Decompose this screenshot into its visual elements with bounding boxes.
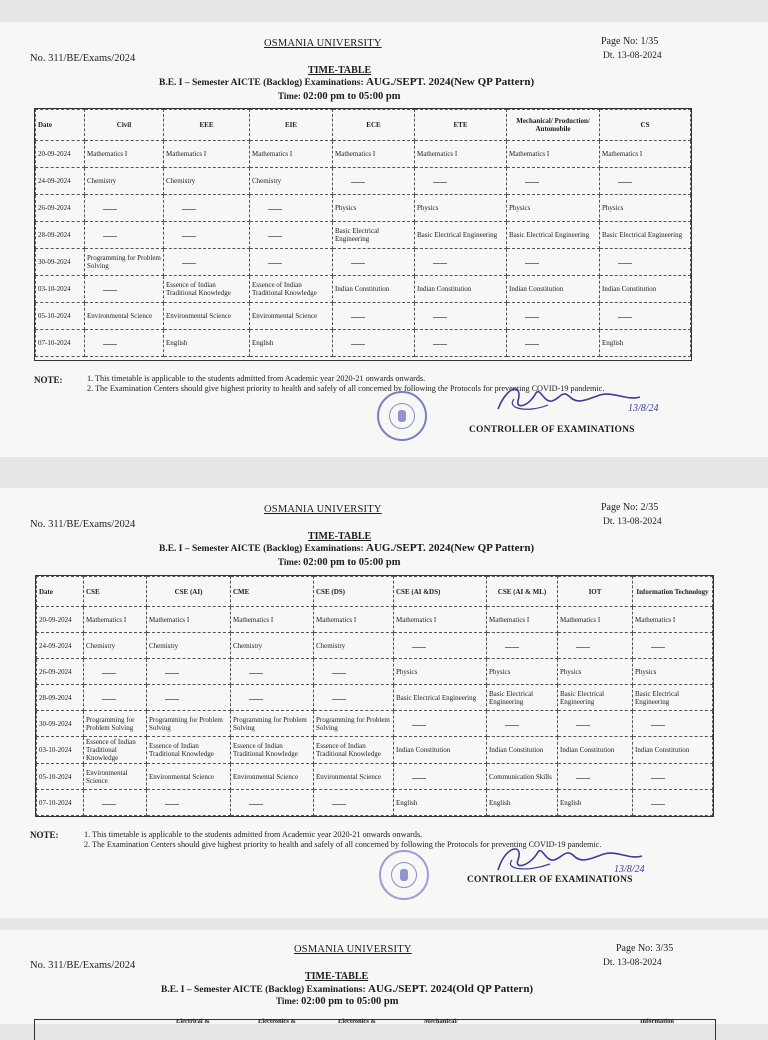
time-value: 02:00 pm to 05:00 pm: [301, 996, 399, 1007]
no-exam-dash: [525, 344, 539, 345]
subject-cell: Physics: [333, 195, 415, 222]
no-exam-dash: [525, 263, 539, 264]
subject-cell: [558, 633, 633, 659]
table-row: [36, 141, 691, 168]
no-exam-dash: [332, 673, 346, 674]
note-line-2: 2. The Examination Centers should give highest priority to health and safely of all concerned by following the Protocols for preventing COVID-19 pandemic.: [84, 840, 602, 849]
date-cell: 30-09-2024: [36, 249, 85, 276]
subject-cell: [415, 330, 507, 357]
subject-cell: Physics: [600, 195, 691, 222]
subject-cell: [85, 276, 164, 303]
no-exam-dash: [332, 699, 346, 700]
subject-cell: [633, 764, 713, 790]
subject-cell: [487, 711, 558, 737]
date-cell: 20-09-2024: [37, 607, 84, 633]
issue-date: Dt. 13-08-2024: [603, 958, 662, 968]
table-row: [37, 711, 713, 737]
no-exam-dash: [618, 182, 632, 183]
issue-date: Dt. 13-08-2024: [603, 517, 662, 527]
table-row: [36, 249, 691, 276]
subject-cell: Chemistry: [84, 633, 147, 659]
time-value: 02:00 pm to 05:00 pm: [303, 91, 401, 102]
date-cell: 26-09-2024: [37, 659, 84, 685]
subject-cell: Environmental Science: [84, 764, 147, 790]
subject-cell: [314, 685, 394, 711]
partial-header-3: Electronics &: [338, 1018, 376, 1025]
reference-number: No. 311/BE/Exams/2024: [30, 960, 136, 971]
subject-cell: [600, 168, 691, 195]
date-cell: 20-09-2024: [36, 141, 85, 168]
subject-cell: Environmental Science: [85, 303, 164, 330]
subject-cell: [600, 249, 691, 276]
controller-title: CONTROLLER OF EXAMINATIONS: [467, 875, 633, 885]
subject-cell: Mathematics I: [333, 141, 415, 168]
subject-cell: Physics: [507, 195, 600, 222]
time-label: Time:: [276, 996, 299, 1006]
no-exam-dash: [249, 673, 263, 674]
subject-cell: Mathematics I: [600, 141, 691, 168]
column-header: CSE (AI &DS): [394, 577, 487, 607]
subject-cell: [85, 330, 164, 357]
column-header: CME: [231, 577, 314, 607]
no-exam-dash: [351, 317, 365, 318]
no-exam-dash: [412, 647, 426, 648]
no-exam-dash: [618, 317, 632, 318]
subject-cell: English: [487, 790, 558, 816]
no-exam-dash: [433, 263, 447, 264]
subject-cell: [84, 659, 147, 685]
exam-subtitle: [159, 542, 534, 554]
date-cell: 30-09-2024: [37, 711, 84, 737]
header-row: [36, 110, 691, 141]
subject-cell: Mathematics I: [250, 141, 333, 168]
time-label: Time:: [278, 557, 301, 567]
no-exam-dash: [618, 263, 632, 264]
no-exam-dash: [182, 236, 196, 237]
subject-cell: Basic Electrical Engineering: [600, 222, 691, 249]
subject-cell: [164, 222, 250, 249]
no-exam-dash: [576, 647, 590, 648]
no-exam-dash: [249, 699, 263, 700]
column-header: CSE (AI): [147, 577, 231, 607]
page-number: Page No: 3/35: [616, 943, 674, 954]
no-exam-dash: [576, 725, 590, 726]
subject-cell: Mathematics I: [487, 607, 558, 633]
no-exam-dash: [165, 699, 179, 700]
column-header: Civil: [85, 110, 164, 141]
subject-cell: Environmental Science: [250, 303, 333, 330]
timetable-page-1: [0, 22, 768, 457]
subtitle-prefix: B.E. I – Semester AICTE (Backlog) Examinations:: [161, 985, 366, 995]
subject-cell: Chemistry: [231, 633, 314, 659]
controller-signature: [488, 838, 678, 878]
subject-cell: Environmental Science: [231, 764, 314, 790]
subject-cell: Physics: [558, 659, 633, 685]
subject-cell: [231, 659, 314, 685]
exam-time: [276, 996, 399, 1007]
subtitle-session: AUG./SEPT. 2024(New QP Pattern): [366, 542, 535, 554]
signature-date: 13/8/24: [614, 864, 645, 875]
column-header: CSE (DS): [314, 577, 394, 607]
subject-cell: [633, 790, 713, 816]
subject-cell: Basic Electrical Engineering: [633, 685, 713, 711]
no-exam-dash: [165, 673, 179, 674]
no-exam-dash: [268, 209, 282, 210]
table-row: [37, 659, 713, 685]
subject-cell: Basic Electrical Engineering: [487, 685, 558, 711]
column-header: EIE: [250, 110, 333, 141]
subject-cell: Indian Constitution: [415, 276, 507, 303]
timetable-title: TIME-TABLE: [305, 971, 369, 982]
no-exam-dash: [651, 725, 665, 726]
reference-number: No. 311/BE/Exams/2024: [30, 519, 136, 530]
note-label: NOTE:: [30, 830, 59, 840]
date-cell: 28-09-2024: [36, 222, 85, 249]
timetable-title: TIME-TABLE: [308, 65, 372, 76]
subject-cell: [487, 633, 558, 659]
subject-cell: Essence of Indian Traditional Knowledge: [231, 737, 314, 764]
subject-cell: [250, 222, 333, 249]
subject-cell: Environmental Science: [314, 764, 394, 790]
subject-cell: English: [558, 790, 633, 816]
subject-cell: Programming for Problem Solving: [85, 249, 164, 276]
subject-cell: [415, 168, 507, 195]
no-exam-dash: [651, 778, 665, 779]
table-row: [37, 607, 713, 633]
table-row: [36, 276, 691, 303]
subtitle-session: AUG./SEPT. 2024(New QP Pattern): [366, 76, 535, 88]
university-seal: [379, 850, 429, 900]
date-cell: 26-09-2024: [36, 195, 85, 222]
subject-cell: [333, 249, 415, 276]
no-exam-dash: [525, 317, 539, 318]
no-exam-dash: [268, 236, 282, 237]
subject-cell: Basic Electrical Engineering: [394, 685, 487, 711]
subject-cell: Mathematics I: [507, 141, 600, 168]
no-exam-dash: [103, 290, 117, 291]
column-header: ETE: [415, 110, 507, 141]
date-cell: 07-10-2024: [36, 330, 85, 357]
subject-cell: Mathematics I: [314, 607, 394, 633]
subject-cell: Essence of Indian Traditional Knowledge: [84, 737, 147, 764]
no-exam-dash: [433, 317, 447, 318]
subtitle-prefix: B.E. I – Semester AICTE (Backlog) Examinations:: [159, 544, 364, 554]
table-row: [36, 222, 691, 249]
no-exam-dash: [412, 778, 426, 779]
no-exam-dash: [433, 182, 447, 183]
subject-cell: [164, 195, 250, 222]
column-header: EEE: [164, 110, 250, 141]
subject-cell: [558, 711, 633, 737]
column-header: CSE: [84, 577, 147, 607]
table-row: [37, 633, 713, 659]
date-cell: 05-10-2024: [36, 303, 85, 330]
subject-cell: Mathematics I: [147, 607, 231, 633]
table-row: [36, 330, 691, 357]
subject-cell: [84, 685, 147, 711]
subject-cell: Essence of Indian Traditional Knowledge: [314, 737, 394, 764]
subject-cell: [394, 633, 487, 659]
subject-cell: [147, 685, 231, 711]
subject-cell: Communication Skills: [487, 764, 558, 790]
column-header: Mechanical/ Production/ Automobile: [507, 110, 600, 141]
subject-cell: Environmental Science: [147, 764, 231, 790]
column-header: CS: [600, 110, 691, 141]
subject-cell: [314, 790, 394, 816]
note-label: NOTE:: [34, 375, 63, 385]
subject-cell: [415, 303, 507, 330]
subject-cell: Chemistry: [314, 633, 394, 659]
subject-cell: [633, 633, 713, 659]
subject-cell: [507, 168, 600, 195]
subject-cell: [558, 764, 633, 790]
partial-header-4: Mechanical/: [424, 1018, 458, 1025]
partial-header-2: Electronics &: [258, 1018, 296, 1025]
no-exam-dash: [102, 673, 116, 674]
no-exam-dash: [103, 236, 117, 237]
subject-cell: Chemistry: [164, 168, 250, 195]
note-line-1: 1. This timetable is applicable to the students admitted from Academic year 2020-21 onwards onwards.: [84, 830, 423, 839]
table-body: [36, 141, 691, 357]
no-exam-dash: [351, 344, 365, 345]
subject-cell: [394, 764, 487, 790]
no-exam-dash: [103, 209, 117, 210]
subject-cell: Mathematics I: [394, 607, 487, 633]
subject-cell: Essence of Indian Traditional Knowledge: [250, 276, 333, 303]
no-exam-dash: [182, 209, 196, 210]
subject-cell: Mathematics I: [84, 607, 147, 633]
university-name: OSMANIA UNIVERSITY: [264, 38, 382, 49]
timetable-page-2: [0, 488, 768, 918]
subject-cell: Programming for Problem Solving: [147, 711, 231, 737]
subject-cell: Indian Constitution: [600, 276, 691, 303]
exam-time: [278, 557, 401, 568]
date-cell: 28-09-2024: [37, 685, 84, 711]
subject-cell: [250, 195, 333, 222]
subject-cell: Basic Electrical Engineering: [558, 685, 633, 711]
subject-cell: Mathematics I: [85, 141, 164, 168]
university-name: OSMANIA UNIVERSITY: [294, 944, 412, 955]
subject-cell: Basic Electrical Engineering: [415, 222, 507, 249]
no-exam-dash: [505, 725, 519, 726]
date-cell: 07-10-2024: [37, 790, 84, 816]
subject-cell: Essence of Indian Traditional Knowledge: [147, 737, 231, 764]
no-exam-dash: [103, 344, 117, 345]
no-exam-dash: [576, 778, 590, 779]
column-header: Date: [36, 110, 85, 141]
timetable-table: [35, 109, 691, 357]
timetable-table: [36, 576, 713, 816]
column-header: Information Technology: [633, 577, 713, 607]
table-row: [37, 737, 713, 764]
subject-cell: Environmental Science: [164, 303, 250, 330]
partial-header-7: Information: [640, 1018, 674, 1025]
subject-cell: Indian Constitution: [333, 276, 415, 303]
controller-title: CONTROLLER OF EXAMINATIONS: [469, 425, 635, 435]
no-exam-dash: [651, 647, 665, 648]
subject-cell: [84, 790, 147, 816]
no-exam-dash: [351, 263, 365, 264]
subject-cell: Mathematics I: [633, 607, 713, 633]
subject-cell: [394, 711, 487, 737]
seal-emblem: [400, 869, 408, 881]
table-row: [36, 303, 691, 330]
no-exam-dash: [505, 647, 519, 648]
column-header: Date: [37, 577, 84, 607]
column-header: ECE: [333, 110, 415, 141]
seal-emblem: [398, 410, 406, 422]
subject-cell: [231, 685, 314, 711]
subject-cell: [415, 249, 507, 276]
table-row: [37, 685, 713, 711]
subject-cell: [85, 222, 164, 249]
timetable-page-3: [0, 930, 768, 1024]
no-exam-dash: [412, 725, 426, 726]
subject-cell: [147, 659, 231, 685]
subject-cell: [333, 168, 415, 195]
subject-cell: English: [394, 790, 487, 816]
university-name: OSMANIA UNIVERSITY: [264, 504, 382, 515]
exam-subtitle: [161, 983, 533, 995]
subject-cell: Mathematics I: [231, 607, 314, 633]
subtitle-prefix: B.E. I – Semester AICTE (Backlog) Examinations:: [159, 78, 364, 88]
no-exam-dash: [651, 804, 665, 805]
table-row: [36, 195, 691, 222]
note-line-2: 2. The Examination Centers should give highest priority to health and safely of all concerned by following the Protocols for preventing COVID-19 pandemic.: [87, 384, 605, 393]
table-row: [37, 790, 713, 816]
issue-date: Dt. 13-08-2024: [603, 51, 662, 61]
date-cell: 03-10-2024: [36, 276, 85, 303]
timetable-title: TIME-TABLE: [308, 531, 372, 542]
subject-cell: Programming for Problem Solving: [314, 711, 394, 737]
no-exam-dash: [102, 699, 116, 700]
subject-cell: Chemistry: [147, 633, 231, 659]
subject-cell: [507, 330, 600, 357]
time-label: Time:: [278, 91, 301, 101]
no-exam-dash: [525, 182, 539, 183]
column-header: CSE (AI & ML): [487, 577, 558, 607]
subject-cell: [164, 249, 250, 276]
subject-cell: Indian Constitution: [394, 737, 487, 764]
subject-cell: Physics: [633, 659, 713, 685]
reference-number: No. 311/BE/Exams/2024: [30, 53, 136, 64]
subject-cell: [507, 249, 600, 276]
subject-cell: Indian Constitution: [558, 737, 633, 764]
page-number: Page No: 2/35: [601, 502, 659, 513]
exam-time: [278, 91, 401, 102]
exam-subtitle: [159, 76, 534, 88]
date-cell: 03-10-2024: [37, 737, 84, 764]
subject-cell: Basic Electrical Engineering: [507, 222, 600, 249]
subject-cell: Mathematics I: [164, 141, 250, 168]
signature-date: 13/8/24: [628, 403, 659, 414]
subject-cell: [633, 711, 713, 737]
subject-cell: Mathematics I: [558, 607, 633, 633]
subject-cell: [507, 303, 600, 330]
no-exam-dash: [351, 182, 365, 183]
column-header: IOT: [558, 577, 633, 607]
subject-cell: [314, 659, 394, 685]
partial-header-1: Electrical &: [176, 1018, 210, 1025]
page-number: Page No: 1/35: [601, 36, 659, 47]
subject-cell: English: [600, 330, 691, 357]
no-exam-dash: [249, 804, 263, 805]
subject-cell: Programming for Problem Solving: [84, 711, 147, 737]
subject-cell: [600, 303, 691, 330]
subject-cell: [231, 790, 314, 816]
date-cell: 24-09-2024: [37, 633, 84, 659]
subject-cell: Essence of Indian Traditional Knowledge: [164, 276, 250, 303]
subject-cell: Chemistry: [85, 168, 164, 195]
subject-cell: [250, 249, 333, 276]
no-exam-dash: [182, 263, 196, 264]
no-exam-dash: [268, 263, 282, 264]
no-exam-dash: [165, 804, 179, 805]
no-exam-dash: [433, 344, 447, 345]
subject-cell: [147, 790, 231, 816]
subject-cell: Physics: [487, 659, 558, 685]
subject-cell: Programming for Problem Solving: [231, 711, 314, 737]
subject-cell: [85, 195, 164, 222]
subject-cell: [333, 330, 415, 357]
subject-cell: Physics: [415, 195, 507, 222]
subject-cell: English: [164, 330, 250, 357]
no-exam-dash: [332, 804, 346, 805]
table-row: [37, 764, 713, 790]
time-value: 02:00 pm to 05:00 pm: [303, 557, 401, 568]
subject-cell: Mathematics I: [415, 141, 507, 168]
note-line-1: 1. This timetable is applicable to the students admitted from Academic year 2020-21 onwards onwards.: [87, 374, 426, 383]
subject-cell: [333, 303, 415, 330]
subject-cell: Indian Constitution: [507, 276, 600, 303]
table-row: [36, 168, 691, 195]
no-exam-dash: [102, 804, 116, 805]
subject-cell: English: [250, 330, 333, 357]
date-cell: 05-10-2024: [37, 764, 84, 790]
table-body: [37, 607, 713, 816]
subject-cell: Indian Constitution: [633, 737, 713, 764]
university-seal: [377, 391, 427, 441]
subject-cell: Physics: [394, 659, 487, 685]
subtitle-session: AUG./SEPT. 2024(Old QP Pattern): [368, 983, 534, 995]
date-cell: 24-09-2024: [36, 168, 85, 195]
subject-cell: Chemistry: [250, 168, 333, 195]
header-row: [37, 577, 713, 607]
subject-cell: Indian Constitution: [487, 737, 558, 764]
subject-cell: Basic Electrical Engineering: [333, 222, 415, 249]
